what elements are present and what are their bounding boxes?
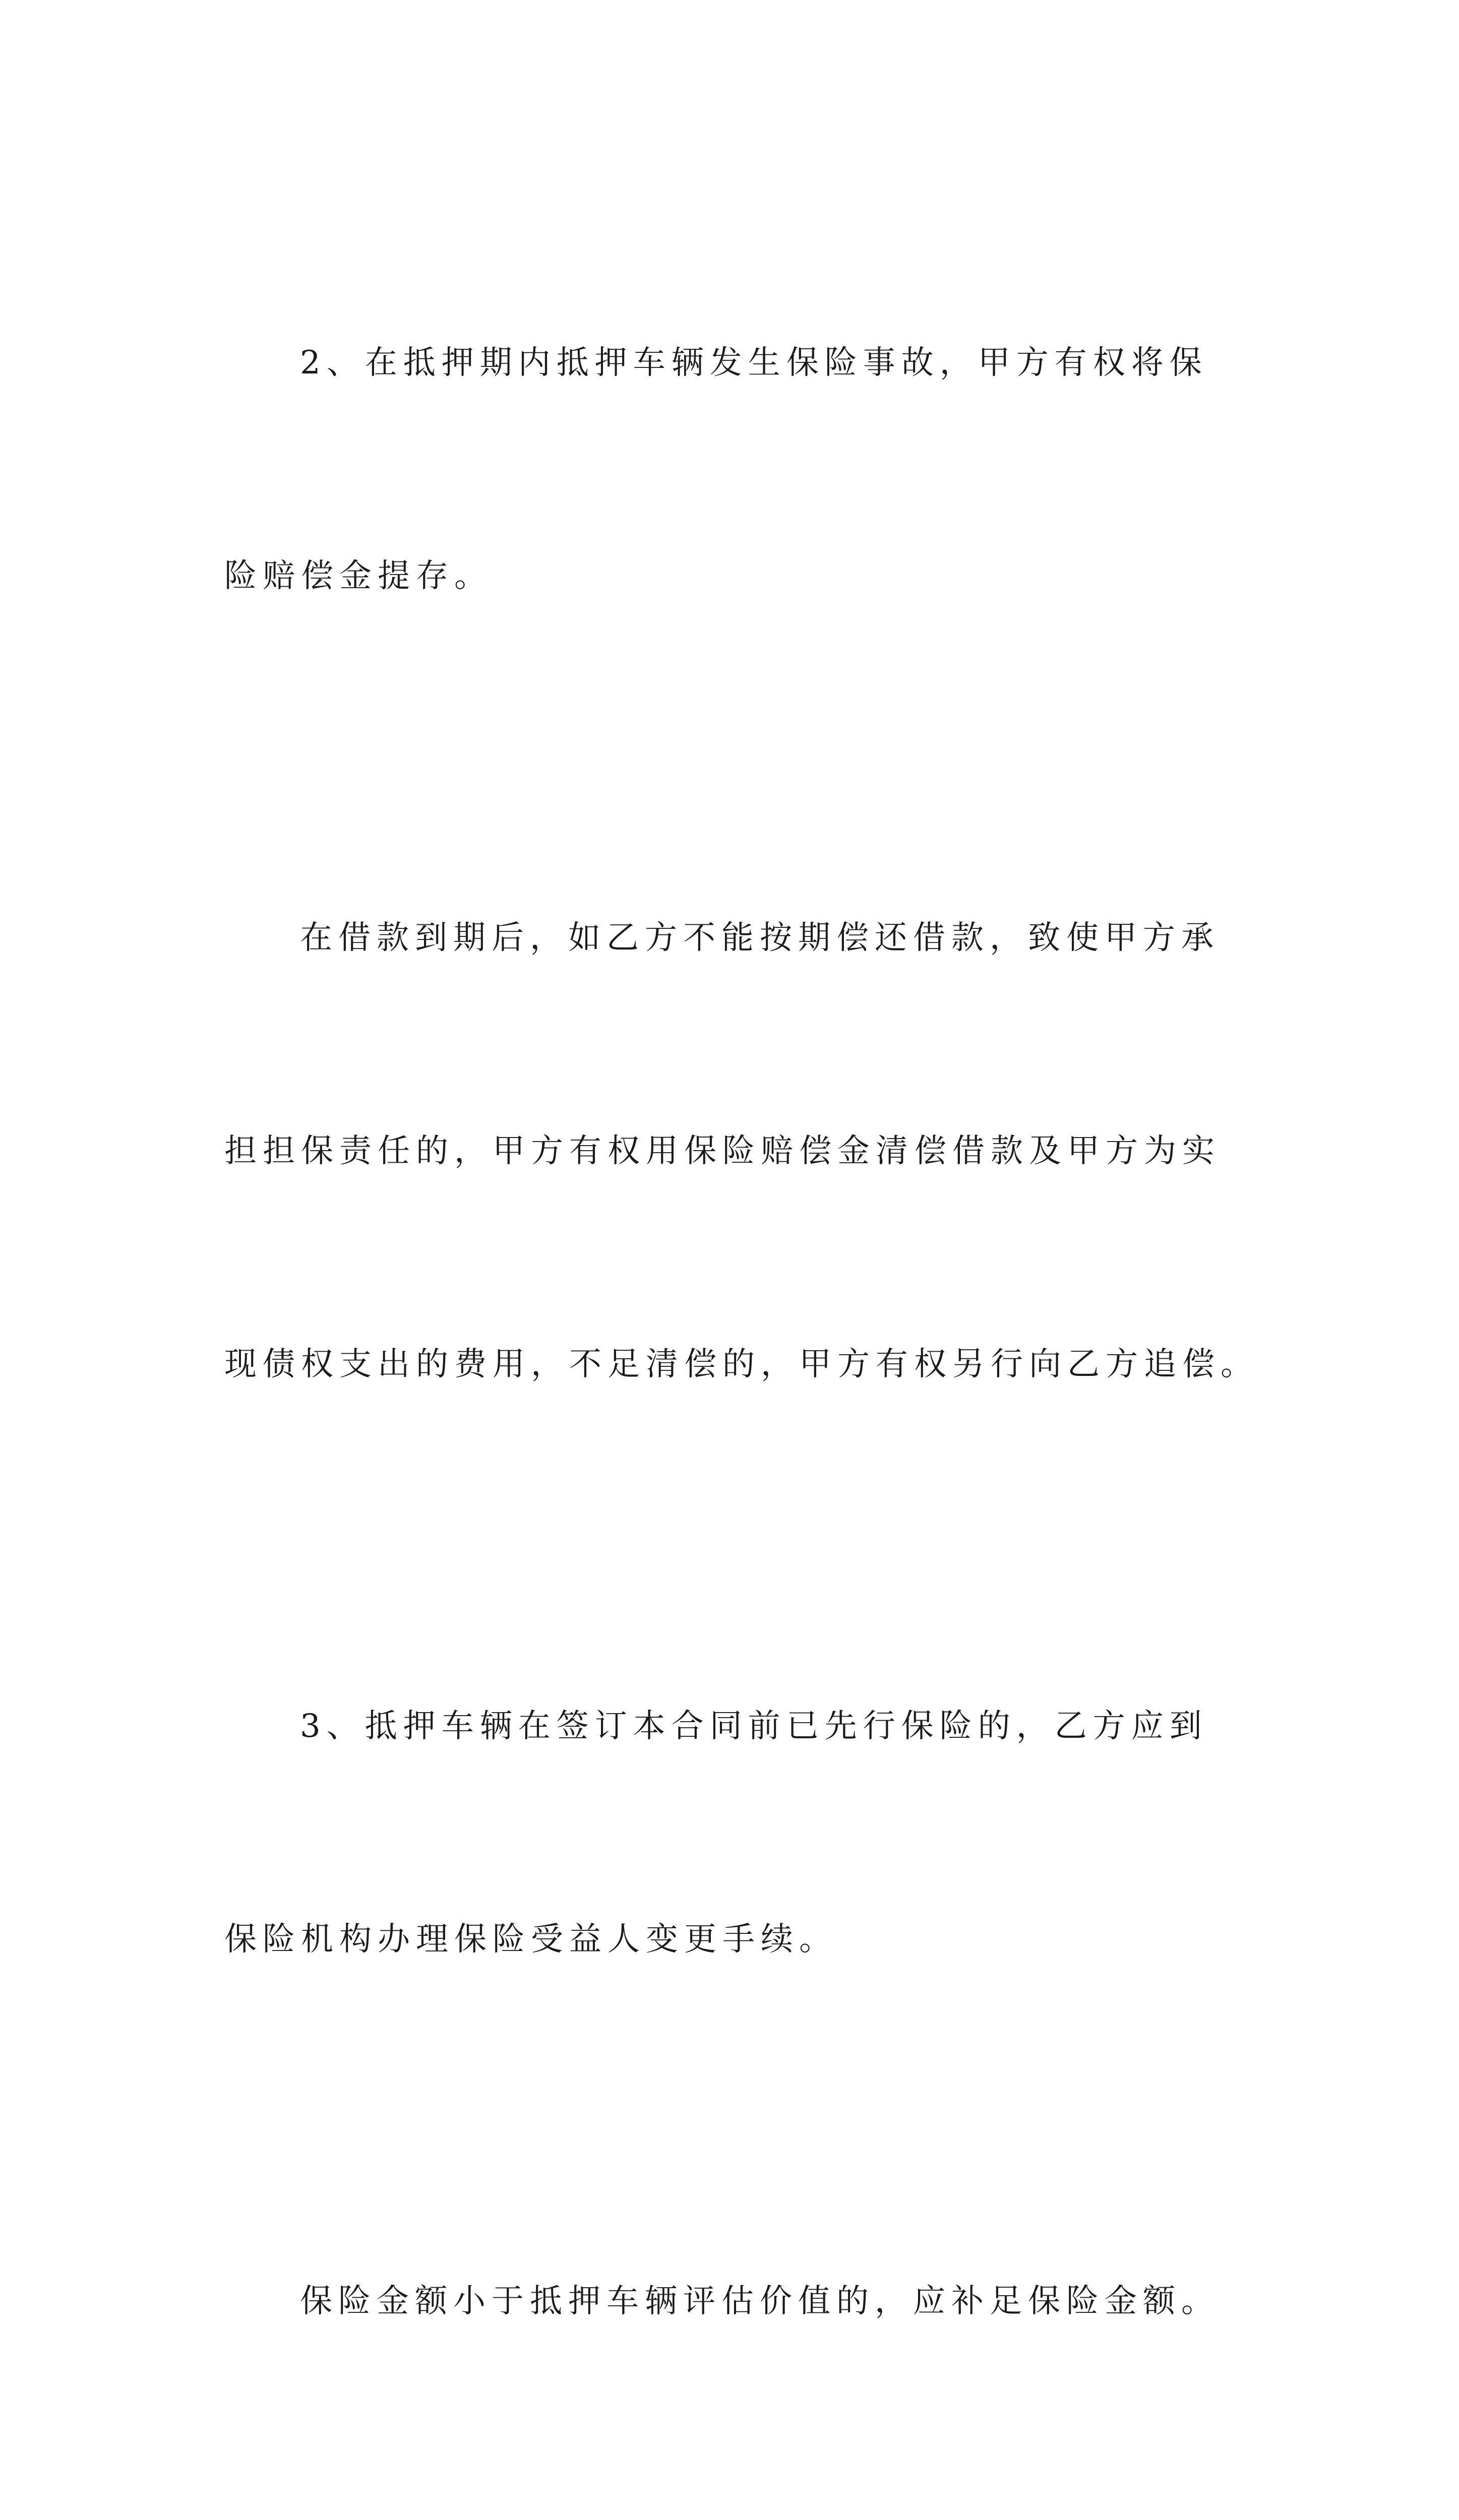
text-line: 险赔偿金提存。 xyxy=(224,557,493,595)
text-line: 2、在抵押期内抵押车辆发生保险事故，甲方有权将保 xyxy=(300,344,1208,382)
paragraph-insurance-claim xyxy=(224,761,1268,1542)
paragraph-insurance-amount xyxy=(224,2124,1268,2479)
text-line: 现债权支出的费用，不足清偿的，甲方有权另行向乙方追偿。 xyxy=(224,1346,1259,1383)
paragraph-clause-4 xyxy=(224,2486,1268,2520)
text-line: 保险机构办理保险受益人变更手续。 xyxy=(224,1921,837,1958)
document-body xyxy=(224,185,1268,2520)
text-line: 担担保责任的，甲方有权用保险赔偿金清偿借款及甲方为实 xyxy=(224,1132,1221,1170)
text-line: 在借款到期后，如乙方不能按期偿还借款，致使甲方承 xyxy=(300,919,1220,957)
paragraph-clause-2 xyxy=(224,185,1268,754)
text-line: 保险金额小于抵押车辆评估价值的，应补足保险金额。 xyxy=(300,2283,1220,2320)
paragraph-clause-3 xyxy=(224,1549,1268,2117)
text-line: 3、抵押车辆在签订本合同前已先行保险的，乙方应到 xyxy=(300,1708,1208,1745)
